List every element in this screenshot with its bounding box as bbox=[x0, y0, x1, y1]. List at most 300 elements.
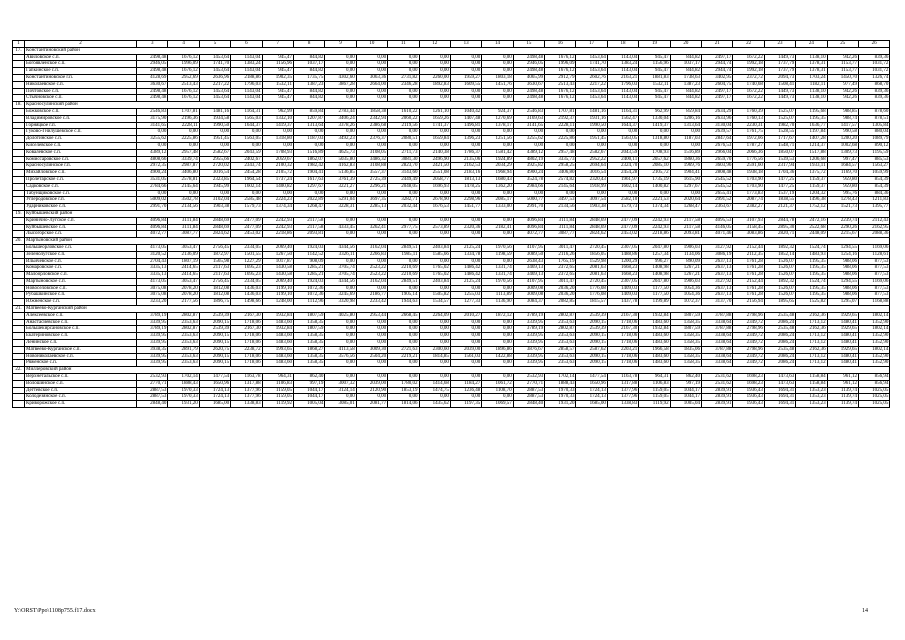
value-cell: 2167,30 bbox=[607, 312, 638, 319]
value-cell: 2602,76 bbox=[576, 74, 607, 81]
value-cell: 988,06 bbox=[827, 285, 858, 292]
settlement-name: Зеленолугское с.п. bbox=[25, 251, 137, 258]
table-row bbox=[13, 319, 890, 326]
value-cell: 2230,31 bbox=[733, 122, 764, 129]
value-cell: 1486,42 bbox=[450, 265, 481, 272]
value-cell: 2307,05 bbox=[607, 278, 638, 285]
value-cell: 0,00 bbox=[325, 217, 356, 224]
value-cell: 1906,03 bbox=[670, 244, 701, 251]
settlement-name: Новоселовское с.п. bbox=[25, 285, 137, 292]
value-cell: 1838,55 bbox=[764, 197, 795, 204]
value-cell: 878,60 bbox=[858, 108, 889, 115]
value-cell: 2136,09 bbox=[168, 251, 199, 258]
value-cell: 1676,53 bbox=[419, 204, 450, 211]
value-cell: 2770,71 bbox=[513, 380, 544, 387]
value-cell: 2135,06 bbox=[450, 156, 481, 163]
value-cell: 0,00 bbox=[419, 95, 450, 102]
value-cell: 1761,28 bbox=[733, 258, 764, 265]
value-cell: 2210,69 bbox=[388, 272, 419, 279]
section-title: Красносулинский район bbox=[25, 102, 890, 109]
value-cell: 2721,63 bbox=[388, 346, 419, 353]
value-cell: 1200,29 bbox=[607, 258, 638, 265]
value-cell: 1177,50 bbox=[639, 285, 670, 292]
value-cell: 2346,28 bbox=[388, 81, 419, 88]
value-cell: 1761,75 bbox=[733, 129, 764, 136]
value-cell: 0,00 bbox=[388, 333, 419, 340]
value-cell: 964,31 bbox=[262, 374, 293, 381]
value-cell: 2069,40 bbox=[262, 244, 293, 251]
value-cell: 0,00 bbox=[419, 319, 450, 326]
document-path: Y:\ORST\Ppo\1108p755.f17.docx bbox=[14, 608, 96, 614]
value-cell: 1005,04 bbox=[293, 401, 324, 408]
value-cell: 0,00 bbox=[325, 360, 356, 367]
value-cell: 0,00 bbox=[325, 319, 356, 326]
value-cell: 1153,77 bbox=[827, 68, 858, 75]
value-cell: 1765,19 bbox=[545, 258, 576, 265]
value-cell: 1143,04 bbox=[231, 54, 262, 61]
value-cell: 1929,65 bbox=[827, 346, 858, 353]
value-cell: 3339,95 bbox=[513, 319, 544, 326]
value-cell: 2497,17 bbox=[702, 88, 733, 95]
value-cell: 2887,53 bbox=[137, 387, 168, 394]
value-cell: 2196,36 bbox=[168, 115, 199, 122]
value-cell: 1112,96 bbox=[293, 299, 324, 306]
value-cell: 3378,26 bbox=[325, 122, 356, 129]
value-cell: 1159,05 bbox=[639, 387, 670, 394]
value-cell: 1936,43 bbox=[733, 394, 764, 401]
value-cell: 1505,82 bbox=[419, 292, 450, 299]
value-cell: 0,00 bbox=[325, 95, 356, 102]
value-cell: 2353,63 bbox=[545, 360, 576, 367]
table-row bbox=[13, 149, 890, 156]
value-cell: 3175,90 bbox=[137, 115, 168, 122]
value-cell: 1358,35 bbox=[293, 340, 324, 347]
value-cell: 1534,57 bbox=[419, 299, 450, 306]
value-cell: 2119,56 bbox=[388, 122, 419, 129]
value-cell: 3127,92 bbox=[702, 244, 733, 251]
value-cell: 2498,48 bbox=[137, 68, 168, 75]
header-cell: 22 bbox=[733, 41, 764, 48]
value-cell: 1525,82 bbox=[796, 299, 827, 306]
value-cell: 1199,10 bbox=[262, 292, 293, 299]
value-cell: 1581,42 bbox=[482, 149, 513, 156]
header-cell: 25 bbox=[827, 41, 858, 48]
section-number: 22. bbox=[13, 367, 25, 374]
value-cell: 2088,36 bbox=[858, 231, 889, 238]
value-cell: 0,00 bbox=[450, 217, 481, 224]
value-cell: 2539,39 bbox=[576, 312, 607, 319]
value-cell: 1964,54 bbox=[231, 176, 262, 183]
value-cell: 2290,26 bbox=[827, 224, 858, 231]
value-cell: 1760,13 bbox=[733, 115, 764, 122]
value-cell: 1704,36 bbox=[764, 170, 795, 177]
value-cell: 2987,87 bbox=[168, 163, 199, 170]
table-row bbox=[13, 292, 890, 299]
value-cell: 1609,55 bbox=[450, 81, 481, 88]
value-cell: 1353,23 bbox=[796, 387, 827, 394]
value-cell: 3053,47 bbox=[168, 244, 199, 251]
row-number-cell bbox=[13, 115, 25, 122]
value-cell: 2720,02 bbox=[199, 163, 230, 170]
value-cell: 1483,60 bbox=[262, 353, 293, 360]
value-cell: 3245,69 bbox=[325, 292, 356, 299]
value-cell: 4389,12 bbox=[513, 149, 544, 156]
value-cell: 2582,67 bbox=[576, 149, 607, 156]
value-cell: 2498,48 bbox=[137, 95, 168, 102]
value-cell: 3531,05 bbox=[137, 176, 168, 183]
value-cell: 2093,81 bbox=[670, 231, 701, 238]
value-cell: 0,00 bbox=[482, 258, 513, 265]
value-cell: 959,80 bbox=[827, 176, 858, 183]
value-cell: 2574,82 bbox=[545, 176, 576, 183]
value-cell: 3111,84 bbox=[168, 217, 199, 224]
value-cell: 0,00 bbox=[482, 333, 513, 340]
value-cell: 1206,68 bbox=[796, 156, 827, 163]
value-cell: 2636,96 bbox=[199, 74, 230, 81]
value-cell: 868,70 bbox=[858, 81, 889, 88]
value-cell: 0,00 bbox=[607, 142, 638, 149]
value-cell: 2039,00 bbox=[450, 346, 481, 353]
value-cell: 2944,74 bbox=[702, 68, 733, 75]
settlement-name: Большеорловское с.п. bbox=[25, 244, 137, 251]
value-cell: 3009,08 bbox=[513, 285, 544, 292]
value-cell: 0,00 bbox=[325, 88, 356, 95]
row-number-cell bbox=[13, 156, 25, 163]
settlement-name: Кринично-Лугское с.п. bbox=[25, 217, 137, 224]
value-cell: 3497,53 bbox=[545, 197, 576, 204]
value-cell: 2957,48 bbox=[168, 149, 199, 156]
row-number-cell bbox=[13, 387, 25, 394]
value-cell: 1395,77 bbox=[858, 204, 889, 211]
value-cell: 1501,55 bbox=[231, 251, 262, 258]
value-cell: 1695,23 bbox=[231, 272, 262, 279]
value-cell: 3016,54 bbox=[576, 170, 607, 177]
value-cell: 2059,67 bbox=[262, 156, 293, 163]
value-cell: 2638,43 bbox=[513, 258, 544, 265]
row-number-cell bbox=[13, 285, 25, 292]
row-number-cell bbox=[13, 176, 25, 183]
value-cell: 4162,83 bbox=[325, 163, 356, 170]
value-cell: 942,26 bbox=[827, 54, 858, 61]
value-cell: 1338,83 bbox=[607, 401, 638, 408]
value-cell: 1936,43 bbox=[733, 387, 764, 394]
value-cell: 2186,77 bbox=[356, 292, 387, 299]
value-cell: 0,00 bbox=[482, 54, 513, 61]
value-cell: 1982,42 bbox=[293, 163, 324, 170]
value-cell: 0,00 bbox=[450, 190, 481, 197]
value-cell: 1295,07 bbox=[827, 299, 858, 306]
tariff-table-container bbox=[12, 40, 890, 408]
value-cell: 2353,63 bbox=[168, 319, 199, 326]
value-cell: 2081,77 bbox=[356, 401, 387, 408]
value-cell: 0,00 bbox=[450, 231, 481, 238]
value-cell: 1932,84 bbox=[262, 312, 293, 319]
value-cell: 0,00 bbox=[670, 142, 701, 149]
value-cell: 3162,04 bbox=[356, 278, 387, 285]
value-cell: 0,00 bbox=[513, 190, 544, 197]
value-cell: 3339,74 bbox=[168, 156, 199, 163]
value-cell: 3097,54 bbox=[576, 197, 607, 204]
value-cell: 1159,05 bbox=[639, 394, 670, 401]
value-cell: 3705,74 bbox=[325, 272, 356, 279]
value-cell: 3111,84 bbox=[168, 224, 199, 231]
value-cell: 0,00 bbox=[450, 333, 481, 340]
row-number-cell bbox=[13, 122, 25, 129]
value-cell: 4128,69 bbox=[137, 74, 168, 81]
value-cell: 1933,11 bbox=[796, 163, 827, 170]
value-cell: 0,00 bbox=[513, 142, 544, 149]
value-cell: 3697,35 bbox=[356, 197, 387, 204]
table-row bbox=[13, 74, 890, 81]
value-cell: 1159,05 bbox=[262, 394, 293, 401]
row-number-cell bbox=[13, 88, 25, 95]
value-cell: 0,00 bbox=[356, 142, 387, 149]
value-cell: 1718,06 bbox=[607, 360, 638, 367]
value-cell: 2449,49 bbox=[388, 176, 419, 183]
value-cell: 2221,53 bbox=[639, 197, 670, 204]
value-cell: 1409,03 bbox=[607, 292, 638, 299]
settlement-name: Владимировское с.п. bbox=[25, 115, 137, 122]
value-cell: 1713,12 bbox=[796, 360, 827, 367]
value-cell: 877,53 bbox=[858, 258, 889, 265]
value-cell: 1761,28 bbox=[733, 265, 764, 272]
value-cell: 2498,48 bbox=[137, 54, 168, 61]
value-cell: 2497,17 bbox=[702, 54, 733, 61]
value-cell: 4025,80 bbox=[325, 312, 356, 319]
value-cell: 2032,44 bbox=[388, 204, 419, 211]
value-cell: 0,00 bbox=[419, 258, 450, 265]
value-cell: 1650,96 bbox=[199, 380, 230, 387]
value-cell: 1483,60 bbox=[262, 340, 293, 347]
value-cell: 2720,45 bbox=[576, 244, 607, 251]
value-cell: 1526,07 bbox=[764, 265, 795, 272]
value-cell: 3075,08 bbox=[137, 292, 168, 299]
value-cell: 997,19 bbox=[670, 380, 701, 387]
value-cell: 1525,07 bbox=[764, 108, 795, 115]
value-cell: 2784,66 bbox=[137, 183, 168, 190]
value-cell: 3789,19 bbox=[137, 326, 168, 333]
header-cell: 8 bbox=[293, 41, 324, 48]
value-cell: 1378,31 bbox=[796, 68, 827, 75]
table-row bbox=[13, 299, 890, 306]
value-cell: 2323,85 bbox=[199, 176, 230, 183]
value-cell: 1040,42 bbox=[450, 108, 481, 115]
value-cell: 0,00 bbox=[356, 258, 387, 265]
value-cell: 1037,17 bbox=[670, 61, 701, 68]
value-cell: 2477,09 bbox=[607, 224, 638, 231]
value-cell: 2839,91 bbox=[702, 387, 733, 394]
value-cell: 2228,11 bbox=[545, 122, 576, 129]
value-cell: 2402,67 bbox=[231, 156, 262, 163]
value-cell: 988,74 bbox=[827, 115, 858, 122]
value-cell: 2591,60 bbox=[733, 163, 764, 170]
value-cell: 3787,88 bbox=[702, 312, 733, 319]
value-cell: 3339,95 bbox=[513, 333, 544, 340]
value-cell: 4389,12 bbox=[137, 149, 168, 156]
value-cell: 0,00 bbox=[293, 190, 324, 197]
value-cell: 1685,00 bbox=[576, 401, 607, 408]
value-cell: 2188,86 bbox=[231, 74, 262, 81]
value-cell: 1961,97 bbox=[607, 176, 638, 183]
value-cell: 1069,57 bbox=[482, 401, 513, 408]
value-cell: 1617,63 bbox=[293, 176, 324, 183]
value-cell: 1708,93 bbox=[262, 149, 293, 156]
value-cell: 1199,10 bbox=[262, 285, 293, 292]
value-cell: 1526,07 bbox=[764, 292, 795, 299]
value-cell: 945,47 bbox=[262, 95, 293, 102]
value-cell: 1703,24 bbox=[796, 74, 827, 81]
value-cell: 1565,03 bbox=[231, 115, 262, 122]
value-cell: 1480,41 bbox=[827, 360, 858, 367]
value-cell: 2156,94 bbox=[733, 299, 764, 306]
value-cell: 1780,02 bbox=[388, 380, 419, 387]
value-cell: 2081,63 bbox=[576, 272, 607, 279]
table-row bbox=[13, 142, 890, 149]
value-cell: 1516,89 bbox=[293, 149, 324, 156]
value-cell: 1918,99 bbox=[576, 183, 607, 190]
section-title: Матвеево-Курганский район bbox=[25, 306, 890, 313]
value-cell: 1358,35 bbox=[670, 340, 701, 347]
row-number-cell bbox=[13, 129, 25, 136]
row-number-cell bbox=[13, 231, 25, 238]
value-cell: 1138,10 bbox=[796, 88, 827, 95]
value-cell: 1025,05 bbox=[858, 394, 889, 401]
value-cell: 997,19 bbox=[293, 380, 324, 387]
value-cell: 2152,44 bbox=[733, 278, 764, 285]
value-cell: 1696,93 bbox=[419, 183, 450, 190]
value-cell: 1694,31 bbox=[764, 387, 795, 394]
value-cell: 1352,90 bbox=[858, 340, 889, 347]
settlement-name: Ильичевское с.п. bbox=[25, 258, 137, 265]
value-cell: 1089,79 bbox=[858, 136, 889, 143]
value-cell: 1430,58 bbox=[262, 272, 293, 279]
value-cell: 1888,43 bbox=[168, 380, 199, 387]
value-cell: 1248,00 bbox=[262, 299, 293, 306]
value-cell: 3124,14 bbox=[325, 387, 356, 394]
value-cell: 1358,35 bbox=[293, 319, 324, 326]
value-cell: 942,26 bbox=[827, 95, 858, 102]
value-cell: 1718,06 bbox=[231, 333, 262, 340]
value-cell: 1255,03 bbox=[450, 292, 481, 299]
value-cell: 3137,70 bbox=[702, 299, 733, 306]
value-cell: 4333,45 bbox=[325, 224, 356, 231]
value-cell: 2756,45 bbox=[199, 278, 230, 285]
value-cell: 1268,47 bbox=[670, 204, 701, 211]
value-cell: 1153,77 bbox=[827, 61, 858, 68]
value-cell: 0,00 bbox=[325, 394, 356, 401]
value-cell: 1278,43 bbox=[827, 197, 858, 204]
value-cell: 3789,19 bbox=[513, 326, 544, 333]
value-cell: 0,00 bbox=[168, 190, 199, 197]
value-cell: 3789,19 bbox=[513, 312, 544, 319]
value-cell: 2078,20 bbox=[168, 285, 199, 292]
value-cell: 3787,88 bbox=[702, 326, 733, 333]
value-cell: 2353,63 bbox=[545, 340, 576, 347]
value-cell: 2162,36 bbox=[796, 326, 827, 333]
value-cell: 0,00 bbox=[482, 217, 513, 224]
value-cell: 2676,53 bbox=[702, 142, 733, 149]
value-cell: 844,82 bbox=[293, 54, 324, 61]
value-cell: 5009,02 bbox=[137, 197, 168, 204]
value-cell: 3630,67 bbox=[137, 81, 168, 88]
value-cell: 2090,15 bbox=[576, 319, 607, 326]
value-cell: 2218,86 bbox=[262, 231, 293, 238]
value-cell: 1106,83 bbox=[639, 380, 670, 387]
value-cell: 2535,48 bbox=[764, 346, 795, 353]
value-cell: 2637,13 bbox=[702, 285, 733, 292]
table-row bbox=[13, 285, 890, 292]
value-cell: 0,00 bbox=[388, 88, 419, 95]
value-cell: 0,00 bbox=[325, 374, 356, 381]
value-cell: 3233,20 bbox=[137, 299, 168, 306]
value-cell: 1453,64 bbox=[199, 54, 230, 61]
value-cell: 2414,65 bbox=[168, 265, 199, 272]
value-cell: 4107,95 bbox=[513, 278, 544, 285]
value-cell: 1802,14 bbox=[858, 346, 889, 353]
row-number-cell bbox=[13, 278, 25, 285]
value-cell: 0,00 bbox=[545, 142, 576, 149]
value-cell: 0,00 bbox=[576, 129, 607, 136]
value-cell: 2066,36 bbox=[733, 149, 764, 156]
value-cell: 1353,23 bbox=[796, 401, 827, 408]
value-cell: 2117,63 bbox=[199, 272, 230, 279]
value-cell: 1668,23 bbox=[607, 272, 638, 279]
value-cell: 2353,63 bbox=[545, 319, 576, 326]
value-cell: 0,00 bbox=[450, 54, 481, 61]
value-cell: 0,00 bbox=[262, 129, 293, 136]
value-cell: 2163,21 bbox=[607, 74, 638, 81]
value-cell: 1453,64 bbox=[576, 68, 607, 75]
table-row bbox=[13, 265, 890, 272]
table-row bbox=[13, 197, 890, 204]
value-cell: 2090,15 bbox=[576, 340, 607, 347]
value-cell: 1182,11 bbox=[796, 81, 827, 88]
value-cell: 2086,24 bbox=[764, 340, 795, 347]
value-cell: 3338,64 bbox=[702, 340, 733, 347]
value-cell: 2353,63 bbox=[545, 353, 576, 360]
value-cell: 844,82 bbox=[670, 54, 701, 61]
value-cell: 0,00 bbox=[545, 129, 576, 136]
value-cell: 1483,60 bbox=[639, 360, 670, 367]
value-cell: 1676,12 bbox=[545, 68, 576, 75]
value-cell: 0,00 bbox=[388, 374, 419, 381]
value-cell: 2678,90 bbox=[419, 197, 450, 204]
row-number-cell bbox=[13, 183, 25, 190]
value-cell: 2532,93 bbox=[137, 374, 168, 381]
value-cell: 2145,64 bbox=[545, 183, 576, 190]
value-cell: 1786,37 bbox=[450, 149, 481, 156]
row-number-cell bbox=[13, 149, 25, 156]
value-cell: 1159,37 bbox=[796, 183, 827, 190]
row-number-cell bbox=[13, 401, 25, 408]
settlement-name: Ковалевское с.п. bbox=[25, 149, 137, 156]
value-cell: 1169,70 bbox=[827, 170, 858, 177]
table-row bbox=[13, 278, 890, 285]
row-number-cell bbox=[13, 326, 25, 333]
value-cell: 1031,72 bbox=[858, 68, 889, 75]
value-cell: 1474,75 bbox=[419, 387, 450, 394]
value-cell: 1478,25 bbox=[450, 183, 481, 190]
value-cell: 2972,35 bbox=[137, 163, 168, 170]
value-cell: 1251,56 bbox=[482, 136, 513, 143]
value-cell: 1374,34 bbox=[262, 204, 293, 211]
value-cell: 3143,60 bbox=[388, 170, 419, 177]
value-cell: 4625,73 bbox=[325, 149, 356, 156]
value-cell: 1718,06 bbox=[607, 340, 638, 347]
value-cell: 2770,71 bbox=[137, 380, 168, 387]
value-cell: 1333,00 bbox=[482, 204, 513, 211]
settlement-name: Табунщиковское с.п. bbox=[25, 190, 137, 197]
